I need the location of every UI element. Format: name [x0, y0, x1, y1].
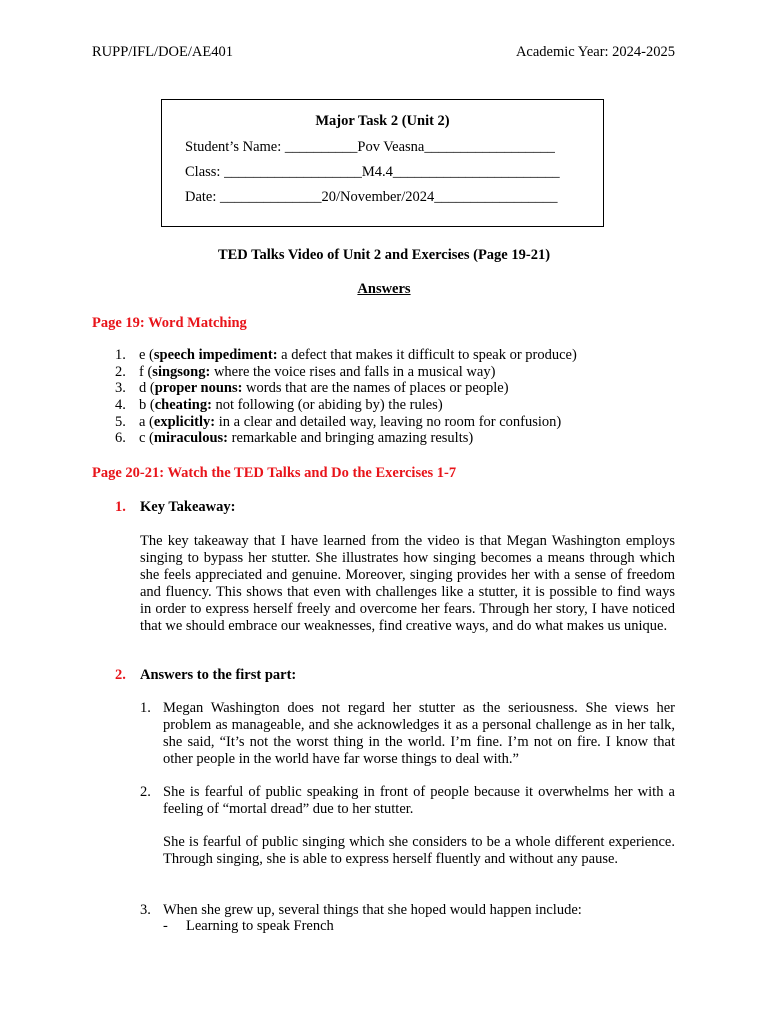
item-letter: f ( — [139, 363, 153, 380]
item-term: cheating: — [154, 397, 212, 414]
item-definition: remarkable and bringing amazing results) — [228, 430, 474, 447]
answer-2-number: 2. — [140, 784, 151, 800]
key-takeaway-paragraph: The key takeaway that I have learned from the video is that Megan Washington employs singing to bypass her stutter. She illustrates how singing becomes a means through which she feels appreciated and genuine. Moreover, singing provides her with a sense of freedom and fluency. This shows that even with challenges like a stutter, it is possible to find ways in order to express herself freely and overcome her fears. Through her story, I have noticed that we should embrace our weaknesses, find creative ways, and do what makes us unique. — [140, 533, 675, 634]
item-letter: e ( — [139, 347, 154, 363]
academic-year: Academic Year: 2024-2025 — [515, 44, 675, 60]
bullet-item: Learning to speak French — [186, 918, 334, 934]
item-definition: where the voice rises and falls in a musical way) — [210, 363, 496, 380]
item-number: 2. — [115, 363, 126, 380]
answers-heading: Answers — [357, 281, 411, 297]
item-definition: a defect that makes it difficult to speak or produce) — [277, 347, 577, 363]
answer-2-text-continued: She is fearful of public singing which she considers to be a whole different experience. Through singing, she is able to express herself fluently and without any pause. — [163, 834, 675, 867]
item-letter: c ( — [139, 430, 154, 447]
item-term: miraculous: — [153, 430, 228, 447]
task-title: Major Task 2 (Unit 2) — [315, 113, 450, 129]
item-definition: words that are the names of places or people) — [242, 380, 509, 397]
list-item — [92, 380, 577, 397]
answer-3-text: When she grew up, several things that she hoped would happen include: — [163, 902, 582, 918]
section-ted-talks-heading: Page 20-21: Watch the TED Talks and Do the Exercises 1-7 — [92, 465, 457, 481]
list-item — [92, 364, 577, 381]
answer-1-text: Megan Washington does not regard her stutter as the seriousness. She views her problem as manageable, and she acknowledges it as a personal challenge as in her talk, she said, “It’s not the worst thing in the world. I’m fine. I’m not on fire. I know that other people in the world have far worse things to deal with.” — [163, 700, 675, 767]
word-matching-list — [92, 347, 577, 447]
item-letter: d ( — [139, 380, 155, 397]
list-item — [92, 397, 577, 414]
item-number: 3. — [115, 380, 126, 397]
item-number: 6. — [115, 430, 126, 447]
key-takeaway-title: Key Takeaway: — [140, 499, 236, 515]
student-name: Student’s Name: __________Pov Veasna__________________ — [185, 139, 555, 155]
question-1-number: 1. — [115, 499, 126, 515]
item-definition: not following (or abiding by) the rules) — [211, 397, 443, 414]
bullet-dash: - — [163, 918, 168, 934]
item-letter: b ( — [139, 397, 155, 414]
first-part-title: Answers to the first part: — [140, 667, 297, 683]
date-line: Date: ______________20/November/2024_________________ — [185, 189, 558, 205]
item-term: singsong: — [152, 363, 211, 380]
question-2-number: 2. — [115, 667, 126, 683]
item-letter: a ( — [139, 413, 154, 430]
section-word-matching-heading: Page 19: Word Matching — [92, 315, 247, 331]
answer-2-text: She is fearful of public speaking in front of people because it overwhelms her with a feeling of “mortal dread” due to her stutter. — [163, 784, 675, 817]
item-number: 5. — [115, 413, 126, 430]
item-number: 4. — [115, 397, 126, 414]
course-code: RUPP/IFL/DOE/AE401 — [92, 44, 233, 60]
item-term: speech impediment: — [153, 347, 278, 363]
student-info-box — [161, 99, 604, 227]
answer-3-number: 3. — [140, 902, 151, 918]
list-item — [92, 414, 577, 431]
class-line: Class: ___________________M4.4_______________________ — [185, 164, 560, 180]
item-term: explicitly: — [153, 413, 216, 430]
list-item — [92, 430, 577, 447]
answer-1-number: 1. — [140, 700, 151, 716]
document-title: TED Talks Video of Unit 2 and Exercises (Page 19-21) — [217, 247, 551, 263]
item-term: proper nouns: — [154, 380, 243, 397]
list-item — [92, 347, 577, 364]
item-definition: in a clear and detailed way, leaving no room for confusion) — [215, 413, 562, 430]
item-number: 1. — [115, 347, 126, 363]
